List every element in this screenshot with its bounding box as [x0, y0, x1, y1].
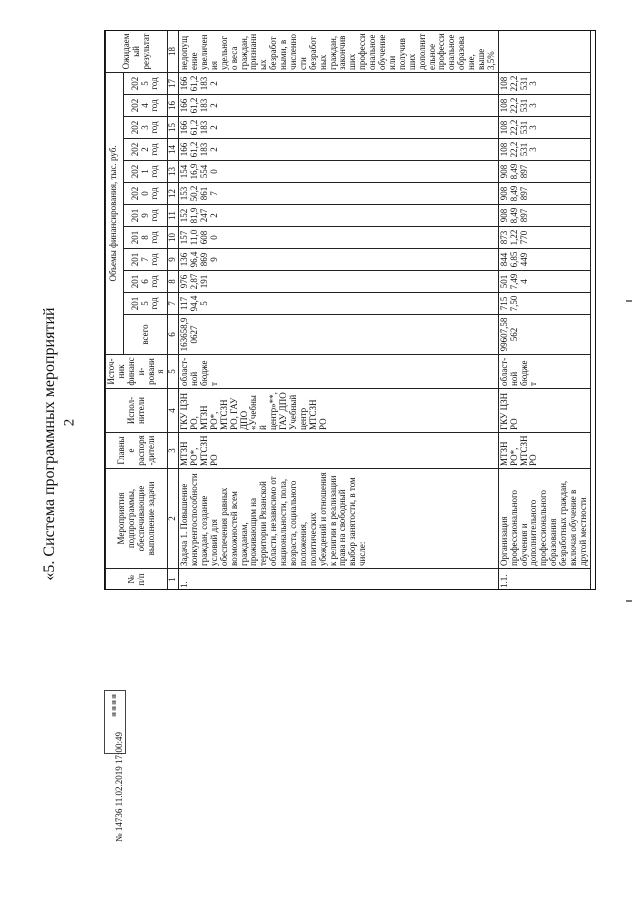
column-index: 5	[168, 355, 179, 389]
column-index: 14	[168, 139, 179, 161]
column-index: 9	[168, 249, 179, 271]
table-row	[179, 30, 499, 590]
registration-stamp: ▦▦▦▦	[104, 690, 126, 754]
year-amount: 15416,95540	[179, 161, 499, 183]
manager-text: МТЗН РО*, МТСЗН РО	[498, 433, 590, 469]
row-number: 1.	[179, 569, 499, 591]
header-source: Источ-ник финанси-рования	[106, 355, 168, 389]
header-year: 2021 год	[123, 161, 168, 183]
header-managers: Главные распоря-дители	[106, 433, 168, 469]
column-index: 16	[168, 95, 179, 117]
funding-source: област-ной бюджет	[179, 355, 499, 389]
year-amount: 16661,21832	[179, 72, 499, 94]
measure-text: Задача 1. Повышение конкурентоспособности граждан, создание условий для обеспечения равных возможностей всем гражданам, проживающим на территории Рязанской области, независимо от национальности, пола, возраста, социального положения, политических убеждений и отношения к религии в реализации права на свободный выбор занятости, в том числе:	[179, 469, 499, 569]
measure-text: Организация профессионального обучения и дополнительного профессионального образования безработных граждан, включая обучение в другой местности	[498, 469, 590, 569]
executor-text: ГКУ ЦЗН РО	[498, 389, 590, 433]
column-index: 11	[168, 205, 179, 227]
header-year: 2023 год	[123, 117, 168, 139]
header-executors: Испол-нители	[106, 389, 168, 433]
year-amount: 16661,21832	[179, 95, 499, 117]
column-index: 2	[168, 469, 179, 569]
year-amount: 7157,50	[498, 293, 590, 315]
page-number: 2	[61, 418, 78, 427]
year-amount: 9762,87191	[179, 271, 499, 293]
funding-source: област-ной бюджет	[498, 355, 590, 389]
total-amount: 163658,90627	[179, 315, 499, 355]
column-index: 3	[168, 433, 179, 469]
column-index: 13	[168, 161, 179, 183]
column-index: 17	[168, 72, 179, 94]
header-year: 2022 год	[123, 139, 168, 161]
year-amount: 16661,21832	[179, 139, 499, 161]
header-year: 2024 год	[123, 95, 168, 117]
header-year: 2018 год	[123, 227, 168, 249]
year-amount: 15281,92472	[179, 205, 499, 227]
header-measures: Мероприятия подпрограммы, обеспечивающие выполнение задачи	[106, 469, 168, 569]
header-year: 2025 год	[123, 72, 168, 94]
column-index: 12	[168, 183, 179, 205]
section-title: «5. Система программных мероприятий	[41, 307, 58, 581]
year-amount: 9088,49897	[498, 161, 590, 183]
registration-number: № 14736 11.02.2019 17:00:49	[114, 731, 124, 842]
program-measures-table	[105, 30, 591, 590]
column-index: 10	[168, 227, 179, 249]
year-amount: 9088,49897	[498, 205, 590, 227]
total-amount: 99607,58562	[498, 315, 590, 355]
column-index: 18	[168, 30, 179, 72]
header-num: № п/п	[106, 569, 168, 591]
year-amount: 15350,28617	[179, 183, 499, 205]
year-amount: 10822,25313	[498, 72, 590, 94]
scan-mark	[626, 300, 632, 302]
header-year: 2017 год	[123, 249, 168, 271]
header-result: Ожидаемый результат	[106, 30, 168, 72]
header-year: 2016 год	[123, 271, 168, 293]
column-index: 4	[168, 389, 179, 433]
scan-mark	[626, 600, 632, 602]
year-amount: 9088,49897	[498, 183, 590, 205]
column-index: 1	[168, 569, 179, 591]
year-amount: 11794,45	[179, 293, 499, 315]
header-funding-group: Объемы финансирования, тыс. руб.	[106, 72, 124, 354]
header-total: всего	[123, 315, 168, 355]
year-amount: 10822,25313	[498, 95, 590, 117]
year-amount: 8731,22770	[498, 227, 590, 249]
year-amount: 15711,06080	[179, 227, 499, 249]
year-amount: 13696,48699	[179, 249, 499, 271]
header-year: 2020 год	[123, 183, 168, 205]
year-amount: 10822,25313	[498, 117, 590, 139]
year-amount: 10822,25313	[498, 139, 590, 161]
year-amount: 8446,85449	[498, 249, 590, 271]
program-measures-table-sheet	[104, 30, 596, 590]
column-index: 7	[168, 293, 179, 315]
year-amount: 5017,494	[498, 271, 590, 293]
executor-text: ГКУ ЦЗН РО, МТЗН РО*, МТСЗН РО, ГАУ ДПО «Учебный центр»**, ГАУ ДПО Учебный центр МТСЗН РО	[179, 389, 499, 433]
header-year: 2019 год	[123, 205, 168, 227]
table-row	[498, 30, 590, 590]
year-amount: 16661,21832	[179, 117, 499, 139]
column-index: 15	[168, 117, 179, 139]
expected-result	[498, 30, 590, 72]
row-number: 1.1.	[498, 569, 590, 591]
expected-result: недопущение увеличения удельного веса граждан, признанных безработными, в численности безработных граждан, закончивших профессиональное обучение или получивших дополнительное профессиональное образование, выше 3,5%	[179, 30, 499, 72]
manager-text: МТЗН РО*, МТСЗН РО	[179, 433, 499, 469]
column-index: 6	[168, 315, 179, 355]
header-year: 2015 год	[123, 293, 168, 315]
column-index: 8	[168, 271, 179, 293]
